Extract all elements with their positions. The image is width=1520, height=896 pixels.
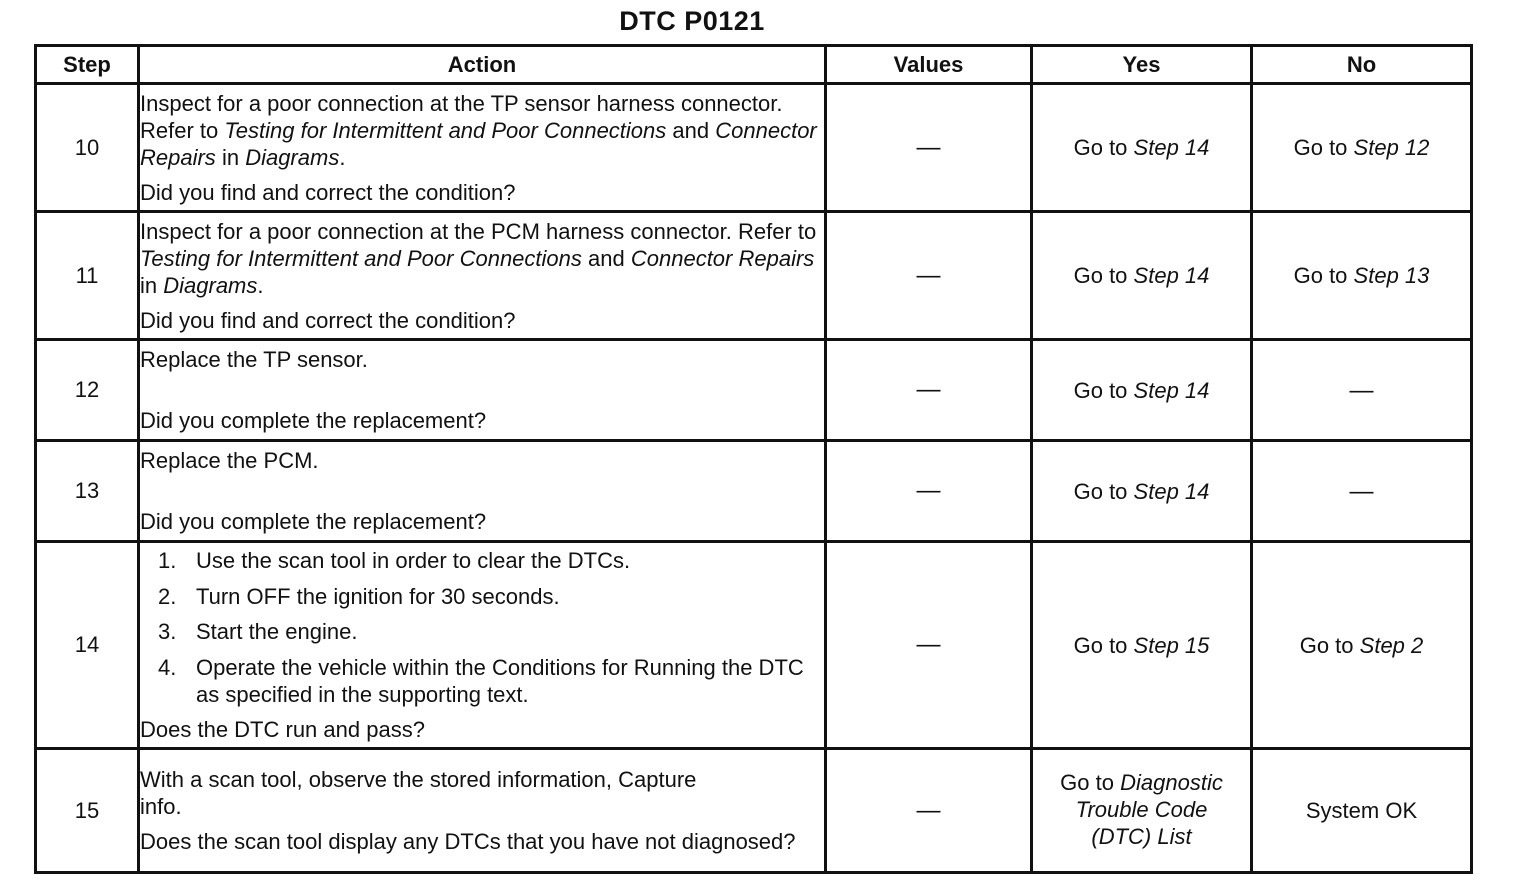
yes-cell: Go to Step 14 bbox=[1032, 441, 1252, 542]
values-cell: — bbox=[826, 84, 1032, 212]
action-text: Replace the PCM. bbox=[140, 448, 319, 473]
values-cell: — bbox=[826, 749, 1032, 873]
no-cell: Go to Step 2 bbox=[1252, 542, 1472, 749]
header-values: Values bbox=[826, 46, 1032, 84]
action-cell bbox=[139, 441, 826, 542]
action-question: Did you complete the replacement? bbox=[140, 408, 487, 433]
action-cell bbox=[139, 542, 826, 749]
no-cell: System OK bbox=[1252, 749, 1472, 873]
values-cell: — bbox=[826, 340, 1032, 441]
action-text: Replace the TP sensor. bbox=[140, 347, 368, 372]
table-row bbox=[36, 749, 1472, 873]
step-number: 12 bbox=[36, 340, 139, 441]
yes-cell: Go to Step 14 bbox=[1032, 212, 1252, 340]
list-item: 4. Operate the vehicle within the Conditions for Running the DTC as specified in the supporting text. bbox=[158, 654, 804, 707]
page-title: DTC P0121 bbox=[619, 6, 765, 36]
action-text: Inspect for a poor connection at the TP sensor harness connector. Refer to Testing for Intermittent and Poor Connections and Connector Repairs in Diagrams. bbox=[140, 90, 817, 170]
action-question: Does the scan tool display any DTCs that you have not diagnosed? bbox=[140, 829, 796, 854]
table-row bbox=[36, 441, 1472, 542]
list-item: 1. Use the scan tool in order to clear the DTCs. bbox=[158, 548, 631, 573]
yes-cell: Go to Diagnostic Trouble Code (DTC) List bbox=[1032, 749, 1252, 873]
values-cell: — bbox=[826, 441, 1032, 542]
action-text: Inspect for a poor connection at the PCM harness connector. Refer to Testing for Intermittent and Poor Connections and Connector Repairs in Diagrams. bbox=[140, 218, 817, 298]
step-number: 14 bbox=[36, 542, 139, 749]
list-item: 2. Turn OFF the ignition for 30 seconds. bbox=[158, 583, 560, 609]
action-question: Did you find and correct the condition? bbox=[140, 307, 516, 333]
step-number: 13 bbox=[36, 441, 139, 542]
action-question: Did you complete the replacement? bbox=[140, 509, 487, 534]
action-cell bbox=[139, 84, 826, 212]
header-yes: Yes bbox=[1032, 46, 1252, 84]
step-number: 15 bbox=[36, 749, 139, 873]
table-row bbox=[36, 542, 1472, 749]
instruction-list bbox=[140, 547, 824, 708]
header-row bbox=[36, 46, 1472, 84]
step-number: 10 bbox=[36, 84, 139, 212]
action-cell bbox=[139, 749, 826, 873]
list-item: 3. Start the engine. bbox=[158, 619, 358, 644]
values-cell: — bbox=[826, 212, 1032, 340]
diagnostic-table bbox=[34, 44, 1473, 874]
header-no: No bbox=[1252, 46, 1472, 84]
action-question: Did you find and correct the condition? bbox=[140, 179, 516, 205]
action-question: Does the DTC run and pass? bbox=[140, 717, 425, 742]
action-cell bbox=[139, 340, 826, 441]
yes-cell: Go to Step 14 bbox=[1032, 84, 1252, 212]
step-number: 11 bbox=[36, 212, 139, 340]
values-cell: — bbox=[826, 542, 1032, 749]
yes-cell: Go to Step 14 bbox=[1032, 340, 1252, 441]
no-cell: — bbox=[1252, 340, 1472, 441]
no-cell: Go to Step 12 bbox=[1252, 84, 1472, 212]
table-row bbox=[36, 84, 1472, 212]
header-step: Step bbox=[36, 46, 139, 84]
table-row bbox=[36, 340, 1472, 441]
action-text: With a scan tool, observe the stored information, Capture info. bbox=[140, 767, 697, 819]
no-cell: Go to Step 13 bbox=[1252, 212, 1472, 340]
no-cell: — bbox=[1252, 441, 1472, 542]
header-action: Action bbox=[139, 46, 826, 84]
yes-cell: Go to Step 15 bbox=[1032, 542, 1252, 749]
action-cell bbox=[139, 212, 826, 340]
table-row bbox=[36, 212, 1472, 340]
